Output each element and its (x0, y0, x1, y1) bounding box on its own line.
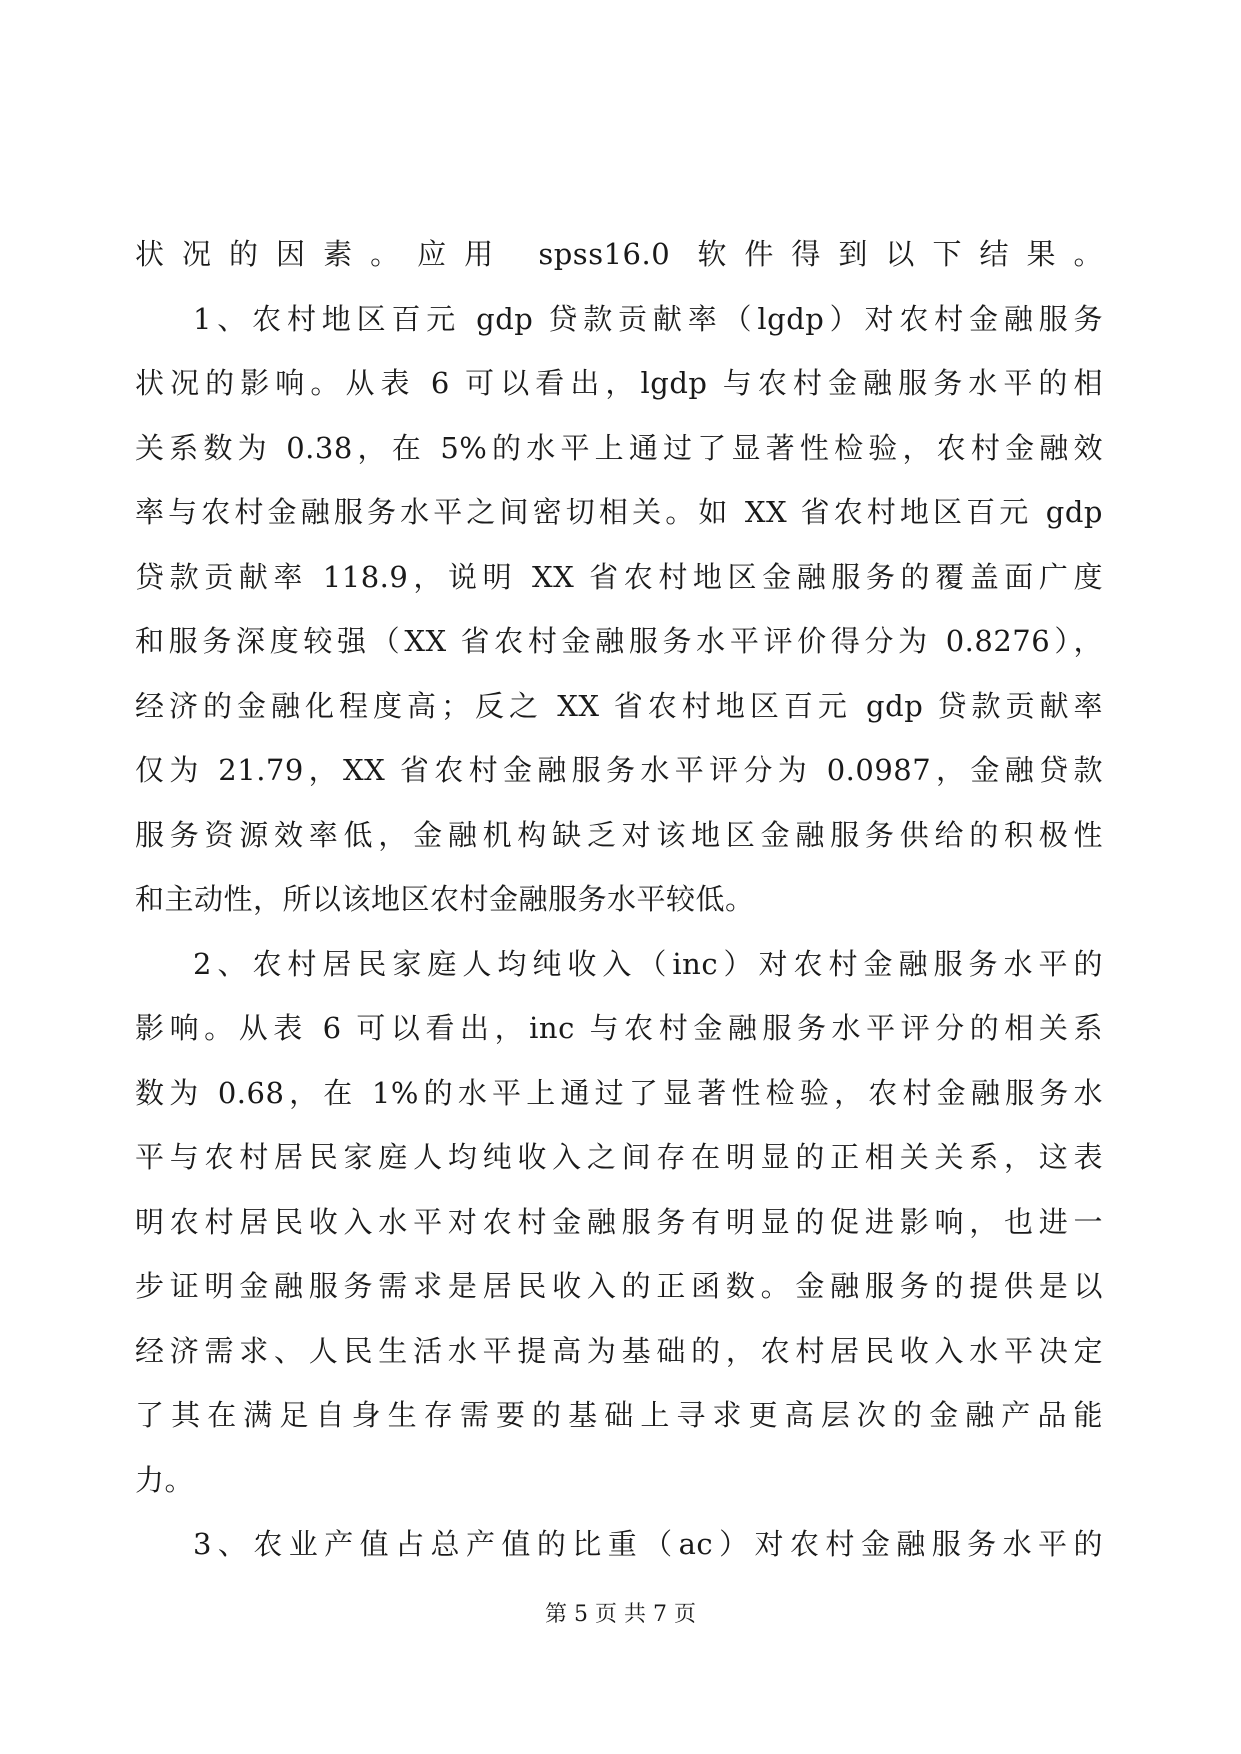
page-footer: 第 5 页 共 7 页 (545, 1602, 696, 1627)
text-line: 经济的金融化程度高；反之 XX 省农村地区百元 gdp 贷款贡献率 (135, 688, 1103, 723)
text-line: 明农村居民收入水平对农村金融服务有明显的促进影响，也进一 (135, 1204, 1103, 1239)
text-line: 平与农村居民家庭人均纯收入之间存在明显的正相关关系，这表 (135, 1140, 1103, 1174)
text-line: 和主动性，所以该地区农村金融服务水平较低。 (135, 882, 755, 916)
body-text (135, 222, 1103, 1577)
text-line: 状况的影响。从表 6 可以看出，lgdp 与农村金融服务水平的相 (135, 366, 1103, 400)
text-line: 步证明金融服务需求是居民收入的正函数。金融服务的提供是以 (135, 1269, 1103, 1303)
text-line: 贷款贡献率 118.9，说明 XX 省农村地区金融服务的覆盖面广度 (135, 559, 1103, 594)
text-line: 影响。从表 6 可以看出，inc 与农村金融服务水平评分的相关系 (135, 1011, 1103, 1045)
text-line: 和服务深度较强（XX 省农村金融服务水平评价得分为 0.8276）， (135, 624, 1103, 658)
paragraph-2-start: 2、农村居民家庭人均纯收入（inc）对农村金融服务水平的 (193, 946, 1103, 981)
text-line: 仅为 21.79，XX 省农村金融服务水平评分为 0.0987，金融贷款 (135, 753, 1103, 787)
text-line: 服务资源效率低，金融机构缺乏对该地区金融服务供给的积极性 (135, 817, 1103, 852)
text-line: 数为 0.68，在 1%的水平上通过了显著性检验，农村金融服务水 (135, 1075, 1103, 1110)
text-line: 率与农村金融服务水平之间密切相关。如 XX 省农村地区百元 gdp (135, 495, 1103, 529)
text-line: 状况的因素。应用 spss16.0 软件得到以下结果。 (135, 237, 1103, 271)
text-line: 力。 (135, 1462, 195, 1497)
text-line: 关系数为 0.38，在 5%的水平上通过了显著性检验，农村金融效 (135, 430, 1103, 465)
paragraph-1-start: 1、农村地区百元 gdp 贷款贡献率（lgdp）对农村金融服务 (193, 301, 1103, 336)
paragraph-3-start: 3、农业产值占总产值的比重（ac）对农村金融服务水平的 (193, 1527, 1103, 1561)
text-line: 了其在满足自身生存需要的基础上寻求更高层次的金融产品能 (135, 1398, 1103, 1432)
text-line: 经济需求、人民生活水平提高为基础的，农村居民收入水平决定 (135, 1333, 1103, 1368)
